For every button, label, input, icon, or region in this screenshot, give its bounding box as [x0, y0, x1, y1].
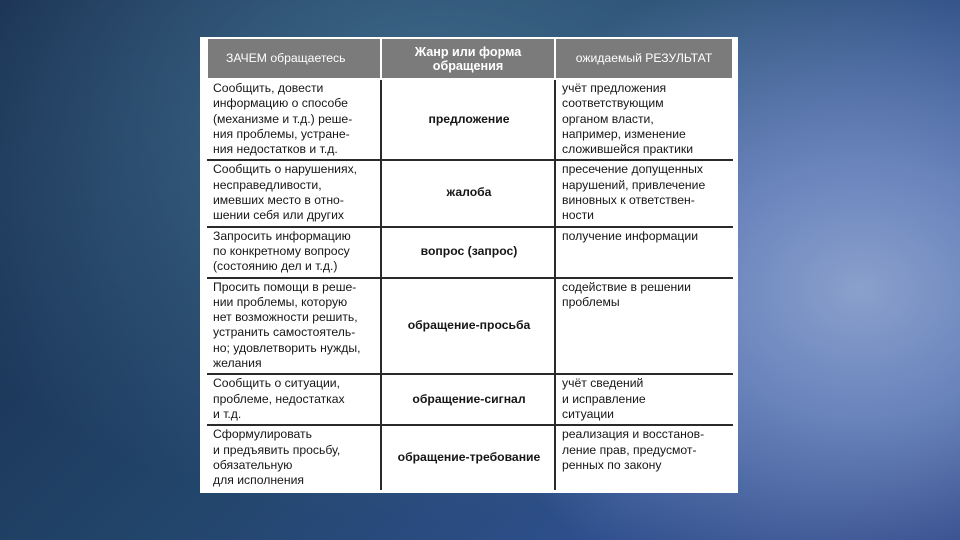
- cell-why-line: (состоянию дел и т.д.): [213, 259, 338, 274]
- cell-why-line: нии проблемы, которую: [213, 294, 348, 309]
- cell-result: [555, 79, 733, 160]
- cell-why-line: (механизме и т.д.) реше-: [213, 111, 353, 126]
- document-page: [200, 37, 738, 493]
- cell-result: [555, 425, 733, 490]
- cell-result-line: реализация и восстанов-: [562, 427, 705, 442]
- cell-result-line: пресечение допущенных: [562, 162, 704, 177]
- cell-why: [207, 278, 381, 375]
- cell-why-line: устранить самостоятель-: [213, 325, 356, 340]
- cell-why: [207, 160, 381, 226]
- cell-why-line: нет возможности решить,: [213, 310, 358, 325]
- cell-genre: обращение-просьба: [381, 278, 555, 375]
- cell-result-line: сложившейся практики: [562, 142, 694, 157]
- cell-why-line: Сообщить, довести: [213, 81, 324, 95]
- cell-why-line: по конкретному вопросу: [213, 243, 350, 258]
- cell-why: [207, 425, 381, 490]
- cell-why-line: Сообщить о нарушениях,: [213, 162, 358, 177]
- cell-genre: предложение: [381, 79, 555, 160]
- cell-why-line: ния недостатков и т.д.: [213, 142, 338, 157]
- header-genre-line: Жанр или форма: [414, 44, 522, 59]
- table-row: [207, 227, 733, 278]
- cell-genre: обращение-сигнал: [381, 374, 555, 425]
- header-row: [207, 39, 733, 79]
- header-why: ЗАЧЕМ обращаетесь: [207, 39, 381, 79]
- cell-result-line: ление прав, предусмот-: [562, 442, 697, 457]
- cell-why-line: для исполнения: [213, 473, 304, 488]
- cell-result-line: например, изменение: [562, 126, 686, 141]
- cell-result: [555, 160, 733, 226]
- cell-result-line: содействие в решении: [562, 279, 691, 294]
- cell-why-line: проблеме, недостатках: [213, 391, 345, 406]
- table-row: [207, 425, 733, 490]
- cell-why: [207, 374, 381, 425]
- cell-why: [207, 227, 381, 278]
- cell-genre: обращение-требование: [381, 425, 555, 490]
- cell-why-line: обязательную: [213, 457, 293, 472]
- cell-why-line: но; удовлетворить нужды,: [213, 340, 361, 355]
- cell-why-line: Сообщить о ситуации,: [213, 376, 340, 391]
- table-row: [207, 374, 733, 425]
- cell-why-line: несправедливости,: [213, 177, 322, 192]
- appeals-table: [206, 39, 734, 490]
- header-genre: [381, 39, 555, 79]
- cell-result-line: ности: [562, 208, 594, 223]
- cell-genre: вопрос (запрос): [381, 227, 555, 278]
- header-genre-line: обращения: [432, 58, 504, 73]
- cell-why-line: Сформулировать: [213, 427, 312, 442]
- cell-result-line: виновных к ответствен-: [562, 193, 695, 208]
- cell-result: [555, 374, 733, 425]
- cell-why-line: имевших место в отно-: [213, 193, 344, 208]
- cell-why-line: Запросить информацию: [213, 228, 351, 243]
- table-row: [207, 160, 733, 226]
- cell-why-line: информацию о способе: [213, 96, 348, 111]
- cell-why-line: и т.д.: [213, 406, 242, 421]
- cell-result-line: получение информации: [562, 228, 699, 243]
- header-result: ожидаемый РЕЗУЛЬТАТ: [555, 39, 733, 79]
- cell-result: [555, 227, 733, 278]
- cell-result-line: органом власти,: [562, 111, 654, 126]
- cell-why-line: желания: [213, 356, 262, 371]
- cell-result-line: учёт предложения: [562, 81, 667, 95]
- cell-why-line: ния проблемы, устране-: [213, 126, 350, 141]
- cell-why: [207, 79, 381, 160]
- cell-result-line: проблемы: [562, 294, 620, 309]
- cell-result-line: учёт сведений: [562, 376, 644, 391]
- cell-result-line: нарушений, привлечение: [562, 177, 706, 192]
- table-row: [207, 79, 733, 160]
- cell-why-line: и предъявить просьбу,: [213, 442, 341, 457]
- cell-why-line: шении себя или других: [213, 208, 345, 223]
- cell-genre: жалоба: [381, 160, 555, 226]
- cell-result-line: ситуации: [562, 406, 614, 421]
- cell-result-line: и исправление: [562, 391, 646, 406]
- cell-result-line: ренных по закону: [562, 457, 662, 472]
- table-row: [207, 278, 733, 375]
- cell-result: [555, 278, 733, 375]
- cell-result-line: соответствующим: [562, 96, 664, 111]
- cell-why-line: Просить помощи в реше-: [213, 279, 357, 294]
